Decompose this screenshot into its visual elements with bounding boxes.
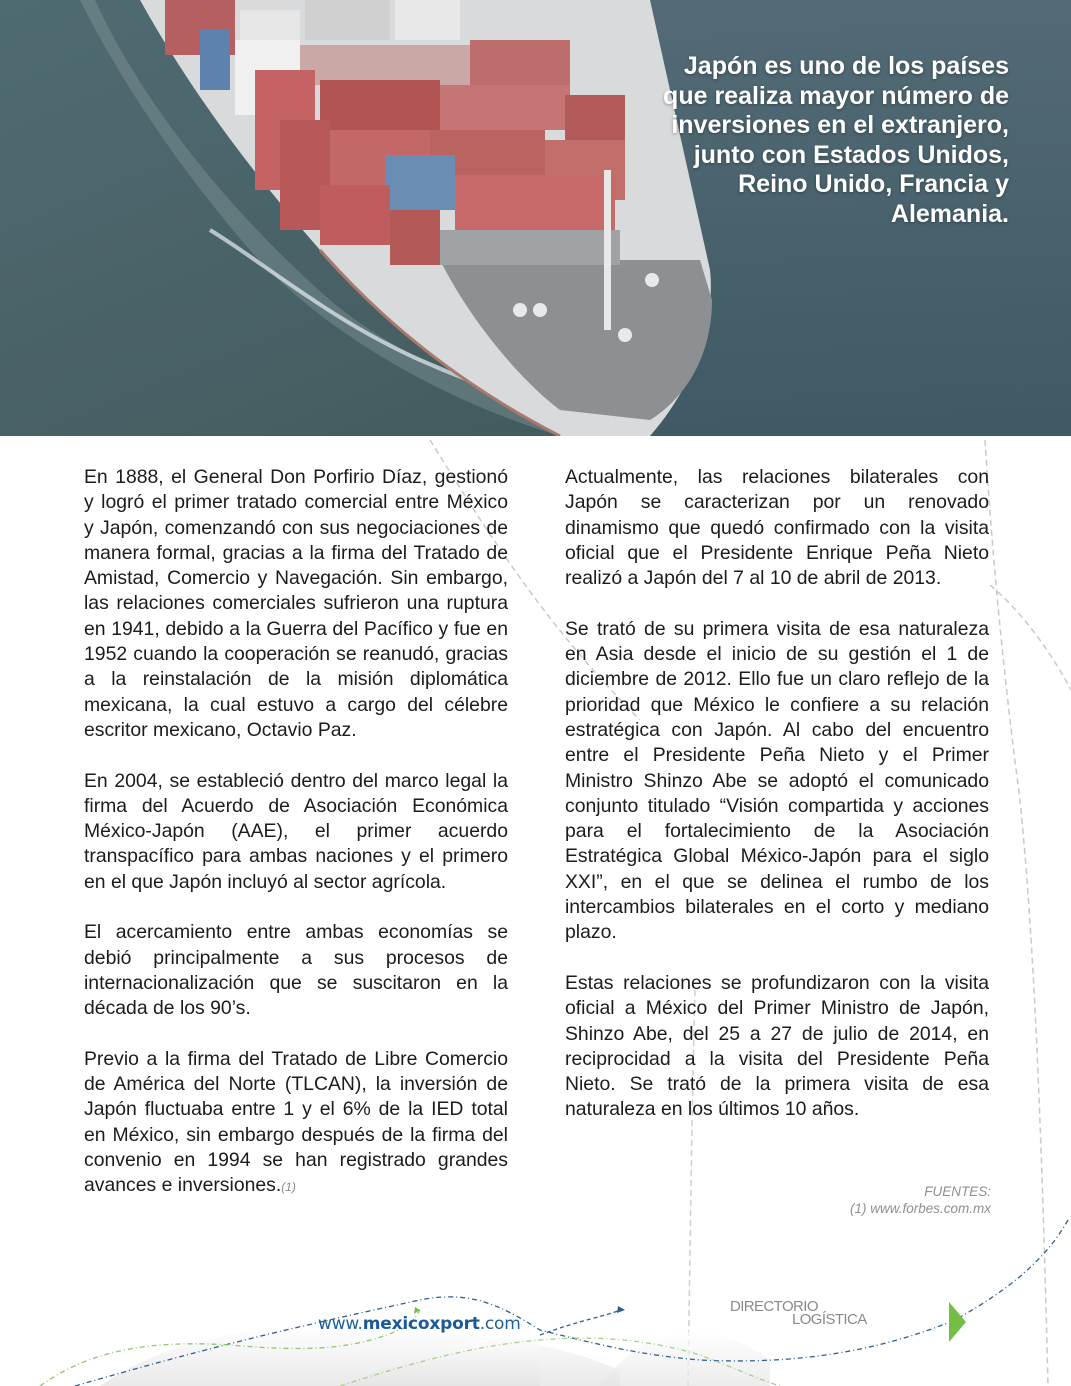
next-page-arrow-icon[interactable] (949, 1302, 966, 1342)
sources-block (850, 1183, 991, 1217)
source-link[interactable]: (1) www.forbes.com.mx (849, 1201, 991, 1216)
paragraph: Se trató de su primera visita de esa naturaleza en Asia desde el inicio de su gestión el 1 de diciembre de 2012. Ello fue un claro reflejo de la prioridad que México le confiere a su relación estratégica con Japón. Al cabo del encuentro entre el Presidente Peña Nieto y el Primer Ministro Shinzo Abe se adoptó el comunicado conjunto titulado “Visión compartida y acciones para el fortalecimiento de la Asociación Estratégica Global México-Japón para el siglo XXI”, en el que se delinea el rumbo de los intercambios bilaterales en el corto y mediano plazo. (565, 617, 989, 944)
paragraph: Estas relaciones se profundizaron con la visita oficial a México del Primer Ministro de Japón, Shinzo Abe, del 25 a 27 de julio de 2014, en reciprocidad a la visita del Presidente Peña Nieto. Se trató de la primera visita de esa naturaleza en los últimos 10 años. (565, 971, 989, 1121)
article-column-right (565, 465, 989, 1148)
directorio-logistica-logo: DIRECTORIO LOGÍSTICA (730, 1298, 867, 1328)
website-link[interactable]: www.mexicoxport.com (318, 1314, 521, 1334)
hero-photo (0, 0, 1071, 436)
sources-heading: FUENTES: (924, 1184, 991, 1199)
article-column-left (84, 465, 508, 1226)
paragraph: El acercamiento entre ambas economías se debió principalmente a sus procesos de internacionalización que se suscitaron en la década de los 90’s. (84, 921, 508, 1020)
hero-pull-quote: Japón es uno de los países que realiza mayor número de inversiones en el extranjero, junto con Estados Unidos, Reino Unido, Francia y Alemania. (663, 52, 1009, 228)
footer-swoosh-graphic (0, 1280, 1071, 1386)
paragraph: En 2004, se estableció dentro del marco legal la firma del Acuerdo de Asociación Económica México-Japón (AAE), el primer acuerdo transpacífico para ambas naciones y el primero en el que Japón incluyó al sector agrícola. (84, 769, 508, 893)
footnote-reference: (1) (281, 1180, 296, 1195)
paragraph: En 1888, el General Don Porfirio Díaz, gestionó y logró el primer tratado comercial entre México y Japón, comenzandó con sus negociaciones de manera formal, gracias a la firma del Tratado de Amistad, Comercio y Navegación. Sin embargo, las relaciones comerciales sufrieron una ruptura en 1941, debido a la Guerra del Pacífico y fue en 1952 cuando la cooperación se reanudó, gracias a la reinstalación de la misión diplomática mexicana, la cual estuvo a cargo del célebre escritor mexicano, Octavio Paz. (84, 466, 508, 741)
paragraph: Previo a la firma del Tratado de Libre Comercio de América del Norte (TLCAN), la inversión de Japón fluctuaba entre 1 y el 6% de la IED total en México, sin embargo después de la firma del convenio en 1994 se han registrado grandes avances e inversiones.(1) (84, 1047, 508, 1197)
paragraph: Actualmente, las relaciones bilaterales con Japón se caracterizan por un renovado dinamismo que quedó confirmado con la visita oficial que el Presidente Enrique Peña Nieto realizó a Japón del 7 al 10 de abril de 2013. (565, 466, 989, 590)
